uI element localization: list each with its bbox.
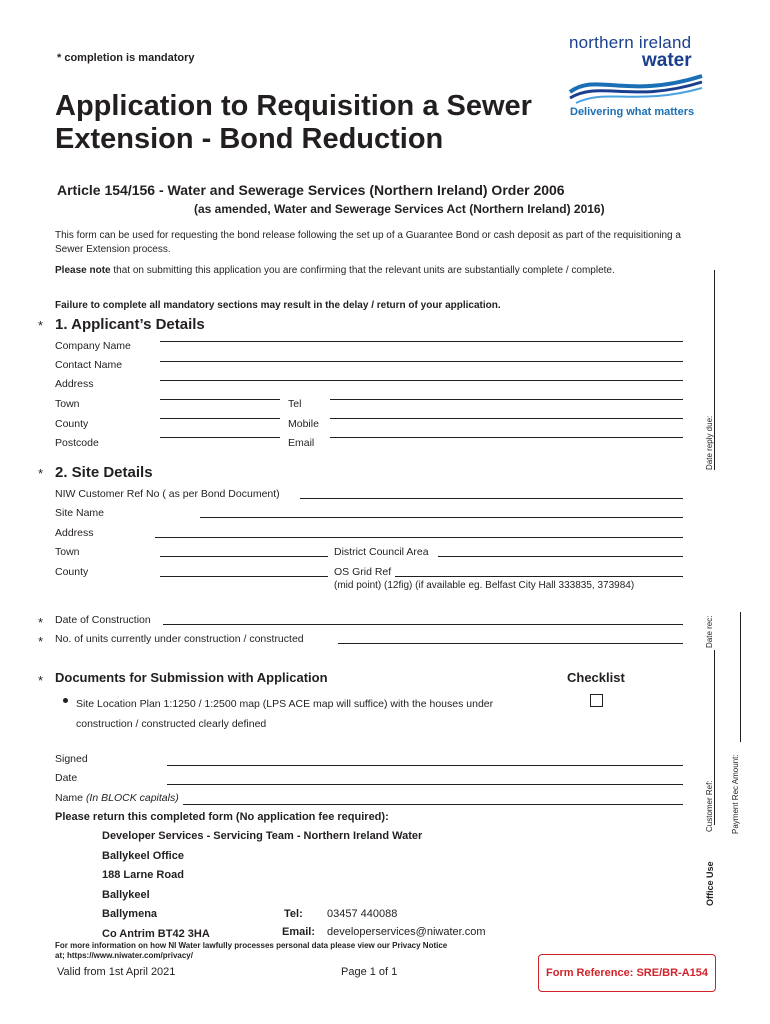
email-contact-label: Email: [282,926,316,938]
address-line-3: 188 Larne Road [102,869,184,881]
mandatory-star: * [38,634,44,649]
payment-label: Payment Rec Amount: [731,754,740,834]
article-heading: Article 154/156 - Water and Sewerage Services (Northern Ireland) Order 2006 [57,182,565,198]
tel-label: Tel [288,398,302,410]
site-town-label: Town [55,546,80,558]
signed-field[interactable] [167,765,683,766]
site-county-field[interactable] [160,576,328,577]
page-title: Application to Requisition a Sewer Extension - Bond Reduction [55,90,532,155]
date-rec-label: Date rec: [705,615,714,648]
email-contact-value[interactable]: developerservices@niwater.com [327,926,486,938]
page-number: Page 1 of 1 [341,966,398,978]
address-line-5: Ballymena [102,908,158,920]
district-field[interactable] [438,556,683,557]
postcode-field[interactable] [160,437,280,438]
office-divider [714,650,715,825]
town-label: Town [55,398,80,410]
niw-ref-field[interactable] [300,498,683,499]
mandatory-star: * [38,318,44,333]
niw-ref-label: NIW Customer Ref No ( as per Bond Document) [55,488,280,500]
logo-tagline: Delivering what matters [570,106,695,118]
county-field[interactable] [160,418,280,419]
site-county-label: County [55,566,89,578]
os-grid-note: (mid point) (12fig) (if available eg. Belfast City Hall 333835, 373984) [334,580,635,591]
os-grid-label: OS Grid Ref [334,566,392,578]
note-text: that on submitting this application you are confirming that the relevant units are substantially complete / complete. [110,265,615,276]
contact-name-label: Contact Name [55,359,123,371]
return-heading: Please return this completed form (No application fee required): [55,811,389,823]
address-field[interactable] [160,380,683,381]
tel-contact-label: Tel: [284,908,303,920]
signed-label: Signed [55,753,88,765]
site-address-field[interactable] [155,537,683,538]
checklist-heading: Checklist [567,670,625,685]
form-reference: Form Reference: SRE/BR-A154 [538,954,716,992]
documents-title: Documents for Submission with Application [55,670,328,685]
town-field[interactable] [160,399,280,400]
address-line-4: Ballykeel [102,889,150,901]
privacy-notice: For more information on how NI Water lawfully processes personal data please view our Privacy Notice [55,941,448,950]
mandatory-note: * completion is mandatory [57,52,195,64]
logo-water-text: water [642,50,692,71]
date-reply-label: Date reply due: [705,415,714,470]
customer-ref-label: Customer Ref: [705,780,714,832]
site-location-plan-checkbox[interactable] [590,694,603,707]
office-use-label: Office Use [705,861,715,906]
contact-name-field[interactable] [160,361,683,362]
mobile-field[interactable] [330,418,683,419]
address-label: Address [55,378,94,390]
units-label: No. of units currently under construction / constructed [55,633,304,645]
section-applicant-title: 1. Applicant’s Details [55,316,205,333]
email-label: Email [288,437,315,449]
tel-field[interactable] [330,399,683,400]
note-paragraph [55,264,705,278]
date-construction-label: Date of Construction [55,614,151,626]
tel-contact-value: 03457 440088 [327,908,398,920]
privacy-link[interactable]: at; https://www.niwater.com/privacy/ [55,951,193,960]
office-divider [740,612,741,742]
office-divider [714,270,715,470]
name-label [55,792,179,804]
date-construction-field[interactable] [163,624,683,625]
date-field[interactable] [167,784,683,785]
address-line-6: Co Antrim BT42 3HA [102,928,210,940]
date-label: Date [55,772,78,784]
company-name-field[interactable] [160,341,683,342]
name-hint: (In BLOCK capitals) [85,792,179,804]
address-line-1: Developer Services - Servicing Team - Northern Ireland Water [102,830,423,842]
site-address-label: Address [55,527,94,539]
name-label-text: Name [55,792,86,804]
site-name-field[interactable] [200,517,683,518]
company-name-label: Company Name [55,340,131,352]
site-town-field[interactable] [160,556,328,557]
failure-warning: Failure to complete all mandatory sections may result in the delay / return of your application. [55,300,501,311]
name-field[interactable] [183,804,683,805]
units-field[interactable] [338,643,683,644]
site-location-plan-item: Site Location Plan 1:1250 / 1:2500 map (LPS ACE map will suffice) with the houses under construction / constructed clearly defined [76,698,494,730]
os-grid-field[interactable] [395,576,683,577]
valid-from: Valid from 1st April 2021 [57,966,176,978]
mandatory-star: * [38,615,44,630]
note-label: Please note [55,265,111,276]
logo-text: northern ireland [569,33,692,52]
mandatory-star: * [38,466,44,481]
postcode-label: Postcode [55,437,99,449]
county-label: County [55,418,89,430]
amended-heading: (as amended, Water and Sewerage Services Act (Northern Ireland) 2016) [194,202,605,216]
bullet-icon [63,698,68,703]
mandatory-star: * [38,673,44,688]
mobile-label: Mobile [288,418,319,430]
intro-paragraph: This form can be used for requesting the bond release following the set up of a Guarantee Bond or cash deposit as part of the requisitioning a Sewer Extension process. [55,230,681,255]
section-site-title: 2. Site Details [55,464,153,481]
logo-waves-icon [566,70,706,104]
email-field[interactable] [330,437,683,438]
district-label: District Council Area [334,546,429,558]
address-line-2: Ballykeel Office [102,850,184,862]
site-name-label: Site Name [55,507,105,519]
